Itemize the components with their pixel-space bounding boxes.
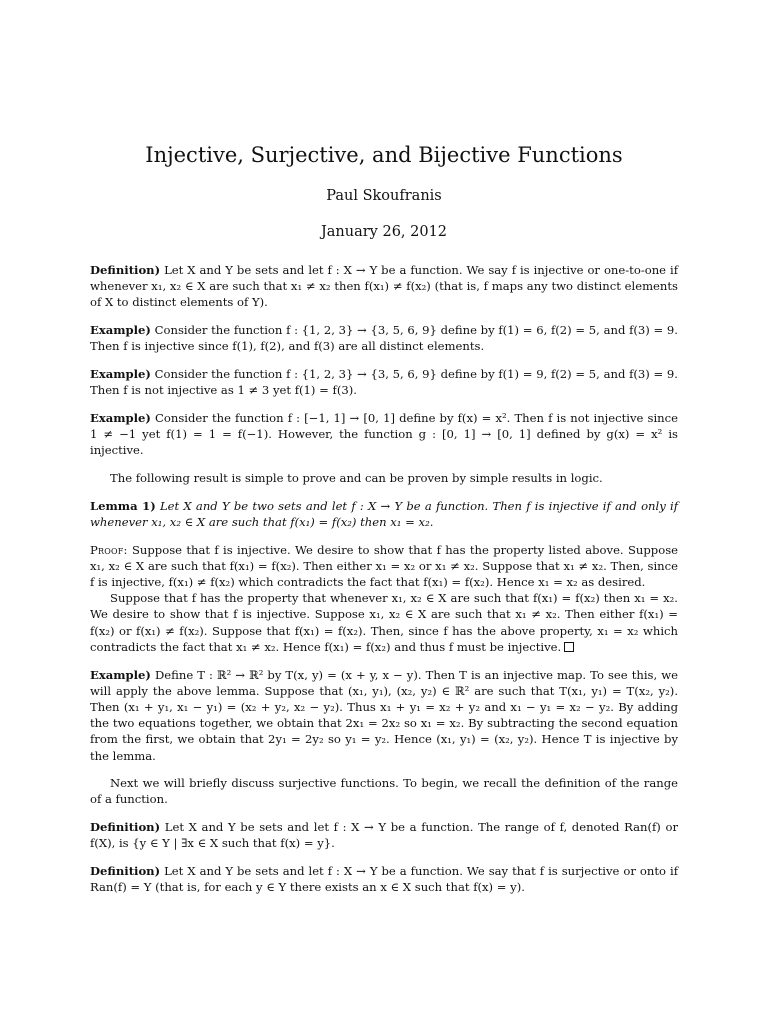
block-text: Let X and Y be sets and let f : X → Y be a function. We say that f is surjective or onto if Ran(f) = Y (that is, for each y ∈ Y there exists an x ∈ X such that f(x) = y). — [90, 864, 678, 895]
document-title: Injective, Surjective, and Bijective Functions — [145, 143, 623, 167]
block-text: Consider the function f : [−1, 1] → [0, 1] define by f(x) = x². Then f is not injective since 1 ≠ −1 yet f(1) = 1 = f(−1). However, the function g : [0, 1] → [0, 1] defined by g(x) = x² is injective. — [90, 410, 678, 458]
example-injective — [90, 322, 678, 354]
definition-injective — [90, 262, 678, 311]
block-label: Example) — [90, 410, 151, 425]
block-text: Let X and Y be two sets and let f : X → Y be a function. Then f is injective if and only if whenever x₁, x₂ ∈ X are such that f(x₁) = f(x₂) then x₁ = x₂. — [90, 498, 679, 529]
example-square-function — [90, 410, 678, 459]
block-text: Suppose that f has the property that whenever x₁, x₂ ∈ X are such that f(x₁) = f(x₂) then x₁ = x₂. We desire to show that f is injective. Suppose x₁, x₂ ∈ X are such that x₁ ≠ x₂. Then either f(x₁) = f(x₂) or f(x₁) ≠ f(x₂). Suppose that f(x₁) = f(x₂). Then, since f has the above property, x₁ = x₂ which contradicts the fact that x₁ ≠ x₂. Hence f(x₁) = f(x₂) and thus f must be injective. — [90, 591, 678, 654]
qed-box-icon — [564, 642, 574, 652]
block-label: Example) — [90, 367, 151, 382]
document-author: Paul Skoufranis — [326, 188, 442, 204]
proof-part-2 — [90, 590, 678, 655]
block-text: Consider the function f : {1, 2, 3} → {3, 5, 6, 9} define by f(1) = 6, f(2) = 5, and f(3) = 9. Then f is injective since f(1), f(2), and f(3) are all distinct elements. — [90, 323, 678, 354]
proof-part-1 — [90, 542, 678, 591]
definition-range — [90, 819, 678, 851]
block-text: Define T : ℝ² → ℝ² by T(x, y) = (x + y, x − y). Then T is an injective map. To see this, we will apply the above lemma. Suppose that (x₁, y₁), (x₂, y₂) ∈ ℝ² are such that T(x₁, y₁) = T(x₂, y₂). Then (x₁ + y₁, x₁ − y₁) = (x₂ + y₂, x₂ − y₂). Thus x₁ + y₁ = x₂ + y₂ and x₁ − y₁ = x₂ − y₂. By adding the two equations together, we obtain that 2x₁ = 2x₂ so x₁ = x₂. By subtracting the second equation from the first, we obtain that 2y₁ = 2y₂ so y₁ = y₂. Hence (x₁, y₁) = (x₂, y₂). Hence T is injective by the lemma. — [90, 667, 678, 763]
document-date: January 26, 2012 — [320, 224, 448, 240]
block-label: Definition) — [90, 263, 161, 277]
document-body — [90, 262, 678, 896]
example-not-injective — [90, 366, 678, 398]
block-label: Definition) — [90, 820, 161, 835]
definition-surjective — [90, 863, 678, 895]
block-label: Definition) — [90, 864, 161, 879]
example-linear-map — [90, 667, 678, 764]
block-label: Example) — [90, 323, 151, 338]
block-label: Lemma 1) — [90, 498, 156, 513]
block-label: Example) — [90, 667, 151, 682]
proof — [90, 542, 678, 655]
proof-label: Proof: — [90, 542, 128, 557]
block-text: Consider the function f : {1, 2, 3} → {3, 5, 6, 9} define by f(1) = 9, f(2) = 5, and f(3) = 9. Then f is not injective as 1 ≠ 3 yet f(1) = f(3). — [90, 367, 678, 398]
block-text: Let X and Y be sets and let f : X → Y be a function. We say f is injective or one-to-one if whenever x₁, x₂ ∈ X are such that x₁ ≠ x₂ then f(x₁) ≠ f(x₂) (that is, f maps any two distinct elements of X to distinct elements of Y). — [90, 263, 679, 310]
block-text: Suppose that f is injective. We desire to show that f has the property listed above. Suppose x₁, x₂ ∈ X are such that f(x₁) = f(x₂). Then either x₁ = x₂ or x₁ ≠ x₂. Suppose that x₁ ≠ x₂. Then, since f is injective, f(x₁) ≠ f(x₂) which contradicts the fact that f(x₁) = f(x₂). Hence x₁ = x₂ as desired. — [90, 542, 679, 590]
lemma-1 — [90, 498, 678, 530]
paragraph-following-result: The following result is simple to prove and can be proven by simple results in logic. — [110, 471, 603, 486]
paragraph-surjective-intro: Next we will briefly discuss surjective functions. To begin, we recall the definition of the range of a function. — [90, 776, 678, 807]
block-text: Let X and Y be sets and let f : X → Y be a function. The range of f, denoted Ran(f) or f(X), is {y ∈ Y | ∃x ∈ X such that f(x) = y}. — [90, 820, 678, 851]
